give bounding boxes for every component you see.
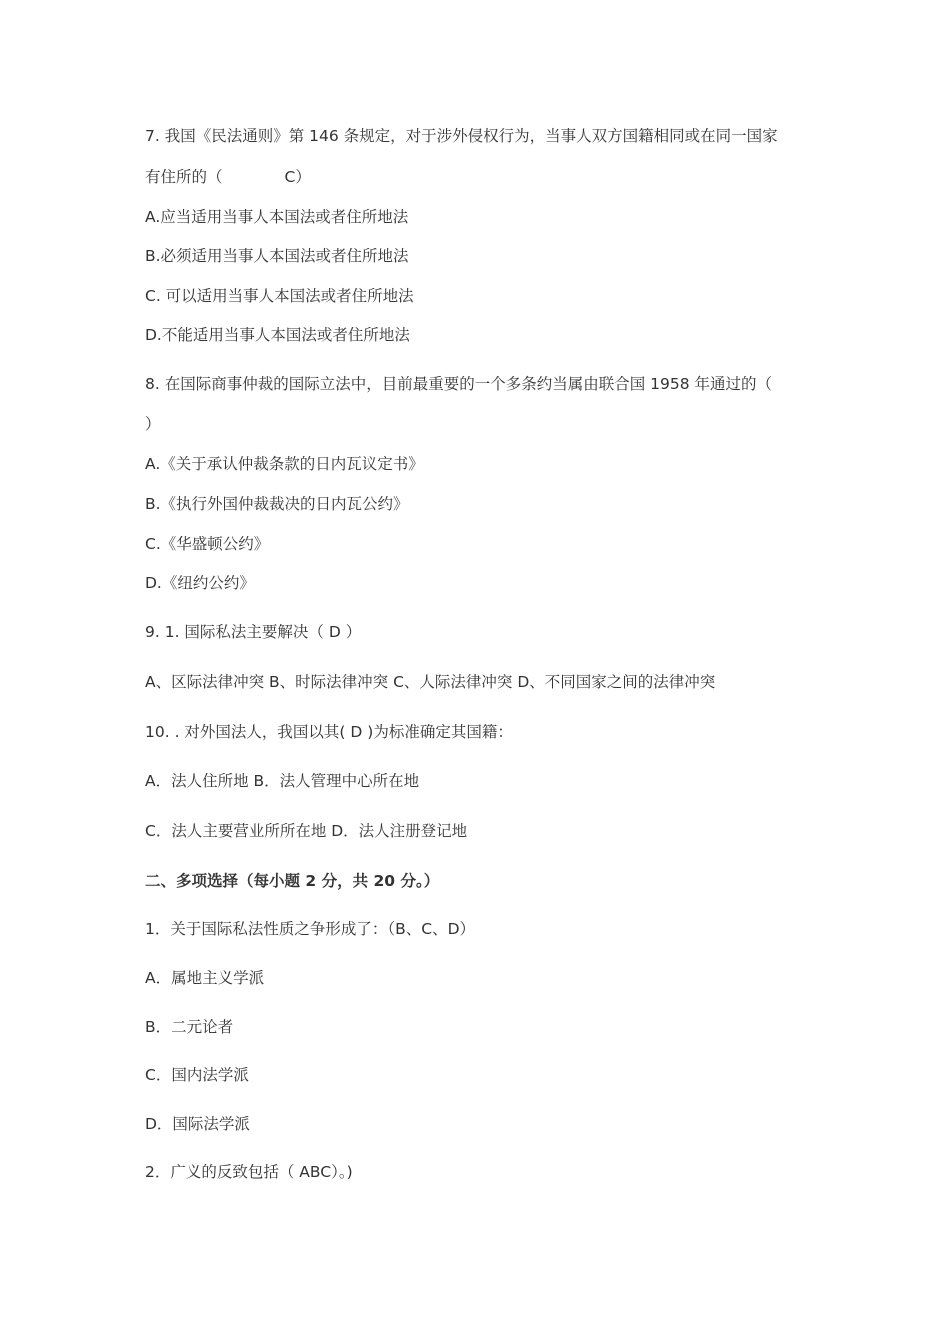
q8-option-a: A.《关于承认仲裁条款的日内瓦议定书》: [145, 455, 424, 473]
q7-option-a: A.应当适用当事人本国法或者住所地法: [145, 208, 409, 226]
q8-option-b: B.《执行外国仲裁裁决的日内瓦公约》: [145, 495, 409, 513]
q8-option-c: C.《华盛顿公约》: [145, 535, 270, 553]
q10-options-line1: A．法人住所地 B．法人管理中心所在地: [145, 772, 420, 790]
q8-option-d: D.《纽约公约》: [145, 574, 255, 592]
q7-answer: C）: [284, 168, 311, 186]
q9-options: A、区际法律冲突 B、时际法律冲突 C、人际法律冲突 D、不同国家之间的法律冲突: [145, 673, 716, 691]
s2-q1-option-c: C．国内法学派: [145, 1066, 249, 1084]
s2-q1-option-b: B．二元论者: [145, 1018, 234, 1036]
s2-q1-option-d: D．国际法学派: [145, 1115, 250, 1133]
q7-option-b: B.必须适用当事人本国法或者住所地法: [145, 247, 409, 265]
q7-option-c: C. 可以适用当事人本国法或者住所地法: [145, 287, 414, 305]
q7-stem-line2: [145, 166, 815, 188]
q8-stem-line1: 8. 在国际商事仲裁的国际立法中，目前最重要的一个多条约当属由联合国 1958 年通过的（: [145, 375, 773, 393]
s2-q1-stem: 1．关于国际私法性质之争形成了：（B、C、D）: [145, 920, 476, 938]
q8-stem-line2: ）: [145, 415, 161, 433]
q9-stem: 9. 1. 国际私法主要解决（ D ）: [145, 623, 362, 641]
q7-stem-prefix: 有住所的（: [145, 168, 223, 186]
s2-q2-stem: 2．广义的反致包括（ ABC）。): [145, 1163, 353, 1181]
q10-options-line2: C．法人主要营业所所在地 D．法人注册登记地: [145, 822, 468, 840]
s2-q1-option-a: A．属地主义学派: [145, 969, 265, 987]
q10-stem: 10. . 对外国法人，我国以其( D )为标准确定其国籍：: [145, 723, 513, 741]
q7-stem-line1: 7. 我国《民法通则》第 146 条规定，对于涉外侵权行为，当事人双方国籍相同或在同一国家: [145, 127, 778, 145]
q7-option-d: D.不能适用当事人本国法或者住所地法: [145, 326, 410, 344]
section2-heading: 二、多项选择（每小题 2 分，共 20 分。）: [145, 872, 440, 890]
